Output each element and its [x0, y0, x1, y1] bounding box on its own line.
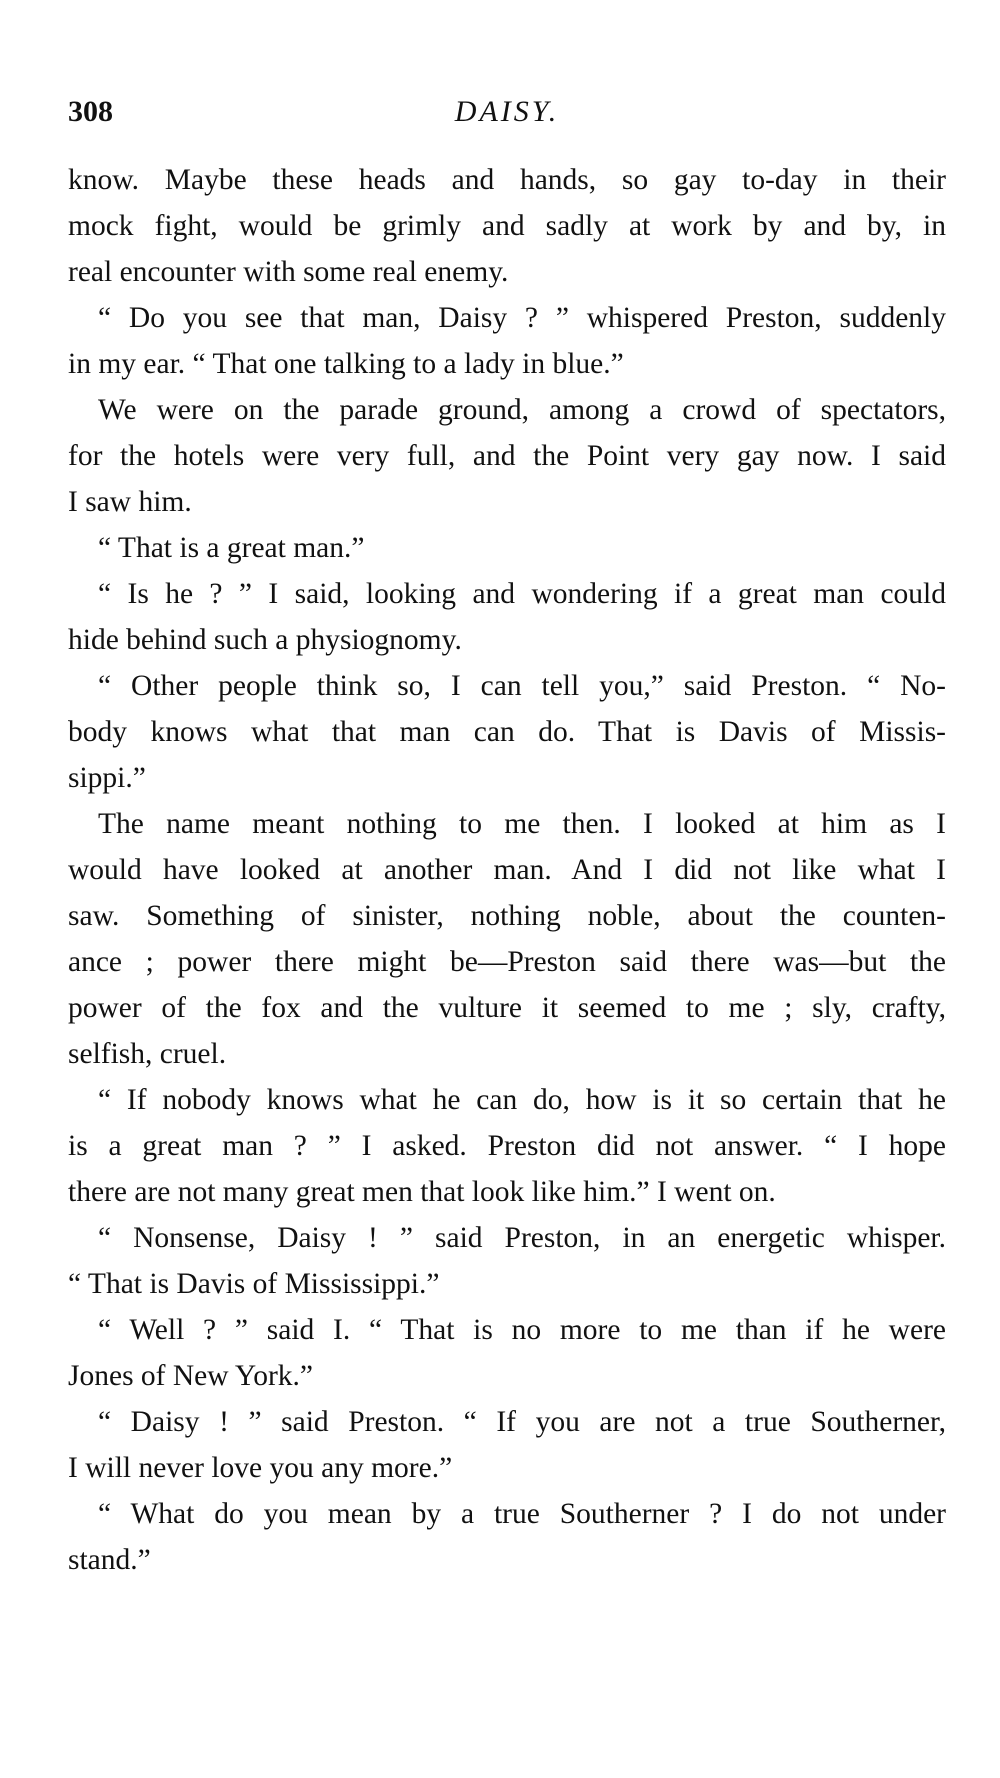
text-line: selfish, cruel.	[68, 1038, 227, 1070]
text-line: there are not many great men that look like him.” I went on.	[68, 1176, 776, 1208]
text-line: hide behind such a physiognomy.	[68, 624, 462, 656]
text-line: “ What do you mean by a true Southerner ? I do not under	[98, 1498, 946, 1530]
running-head	[68, 95, 946, 143]
text-line: We were on the parade ground, among a crowd of spectators,	[98, 394, 946, 426]
text-line: “ That is Davis of Mississippi.”	[68, 1268, 440, 1300]
paragraph	[68, 1307, 946, 1399]
text-line: body knows what that man can do. That is Davis of Missis-	[68, 716, 946, 748]
text-line: in my ear. “ That one talking to a lady in blue.”	[68, 348, 624, 380]
page-number: 308	[68, 95, 113, 128]
body-text	[68, 157, 946, 1583]
paragraph	[68, 801, 946, 1077]
paragraph	[68, 1215, 946, 1307]
paragraph	[68, 525, 946, 571]
text-line: power of the fox and the vulture it seemed to me ; sly, crafty,	[68, 992, 946, 1024]
text-line: “ Do you see that man, Daisy ? ” whispered Preston, suddenly	[98, 302, 946, 334]
paragraph	[68, 663, 946, 801]
text-line: sippi.”	[68, 762, 146, 794]
text-line: would have looked at another man. And I did not like what I	[68, 854, 946, 886]
text-line: mock fight, would be grimly and sadly at work by and by, in	[68, 210, 946, 242]
paragraph	[68, 1399, 946, 1491]
paragraph	[68, 571, 946, 663]
text-line: The name meant nothing to me then. I looked at him as I	[98, 808, 946, 840]
text-line: “ Nonsense, Daisy ! ” said Preston, in an energetic whisper.	[98, 1222, 946, 1254]
text-line: is a great man ? ” I asked. Preston did not answer. “ I hope	[68, 1130, 946, 1162]
text-line: I will never love you any more.”	[68, 1452, 453, 1484]
paragraph	[68, 157, 946, 295]
text-line: real encounter with some real enemy.	[68, 256, 509, 288]
text-line: “ Daisy ! ” said Preston. “ If you are not a true Southerner,	[98, 1406, 946, 1438]
text-line: “ If nobody knows what he can do, how is it so certain that he	[98, 1084, 946, 1116]
text-line: “ Other people think so, I can tell you,” said Preston. “ No-	[98, 670, 946, 702]
text-line: Jones of New York.”	[68, 1360, 314, 1392]
text-line: for the hotels were very full, and the Point very gay now. I said	[68, 440, 946, 472]
paragraph	[68, 295, 946, 387]
text-line: stand.”	[68, 1544, 151, 1576]
paragraph	[68, 1077, 946, 1215]
text-line: “ Well ? ” said I. “ That is no more to me than if he were	[98, 1314, 946, 1346]
running-title: DAISY.	[454, 95, 560, 128]
text-line: “ Is he ? ” I said, looking and wondering if a great man could	[98, 578, 946, 610]
text-line: saw. Something of sinister, nothing noble, about the counten-	[68, 900, 946, 932]
book-page	[68, 95, 946, 1583]
text-line: I saw him.	[68, 486, 192, 518]
paragraph	[68, 387, 946, 525]
text-line: “ That is a great man.”	[98, 532, 365, 564]
paragraph	[68, 1491, 946, 1583]
text-line: know. Maybe these heads and hands, so gay to-day in their	[68, 164, 946, 196]
text-line: ance ; power there might be—Preston said there was—but the	[68, 946, 946, 978]
